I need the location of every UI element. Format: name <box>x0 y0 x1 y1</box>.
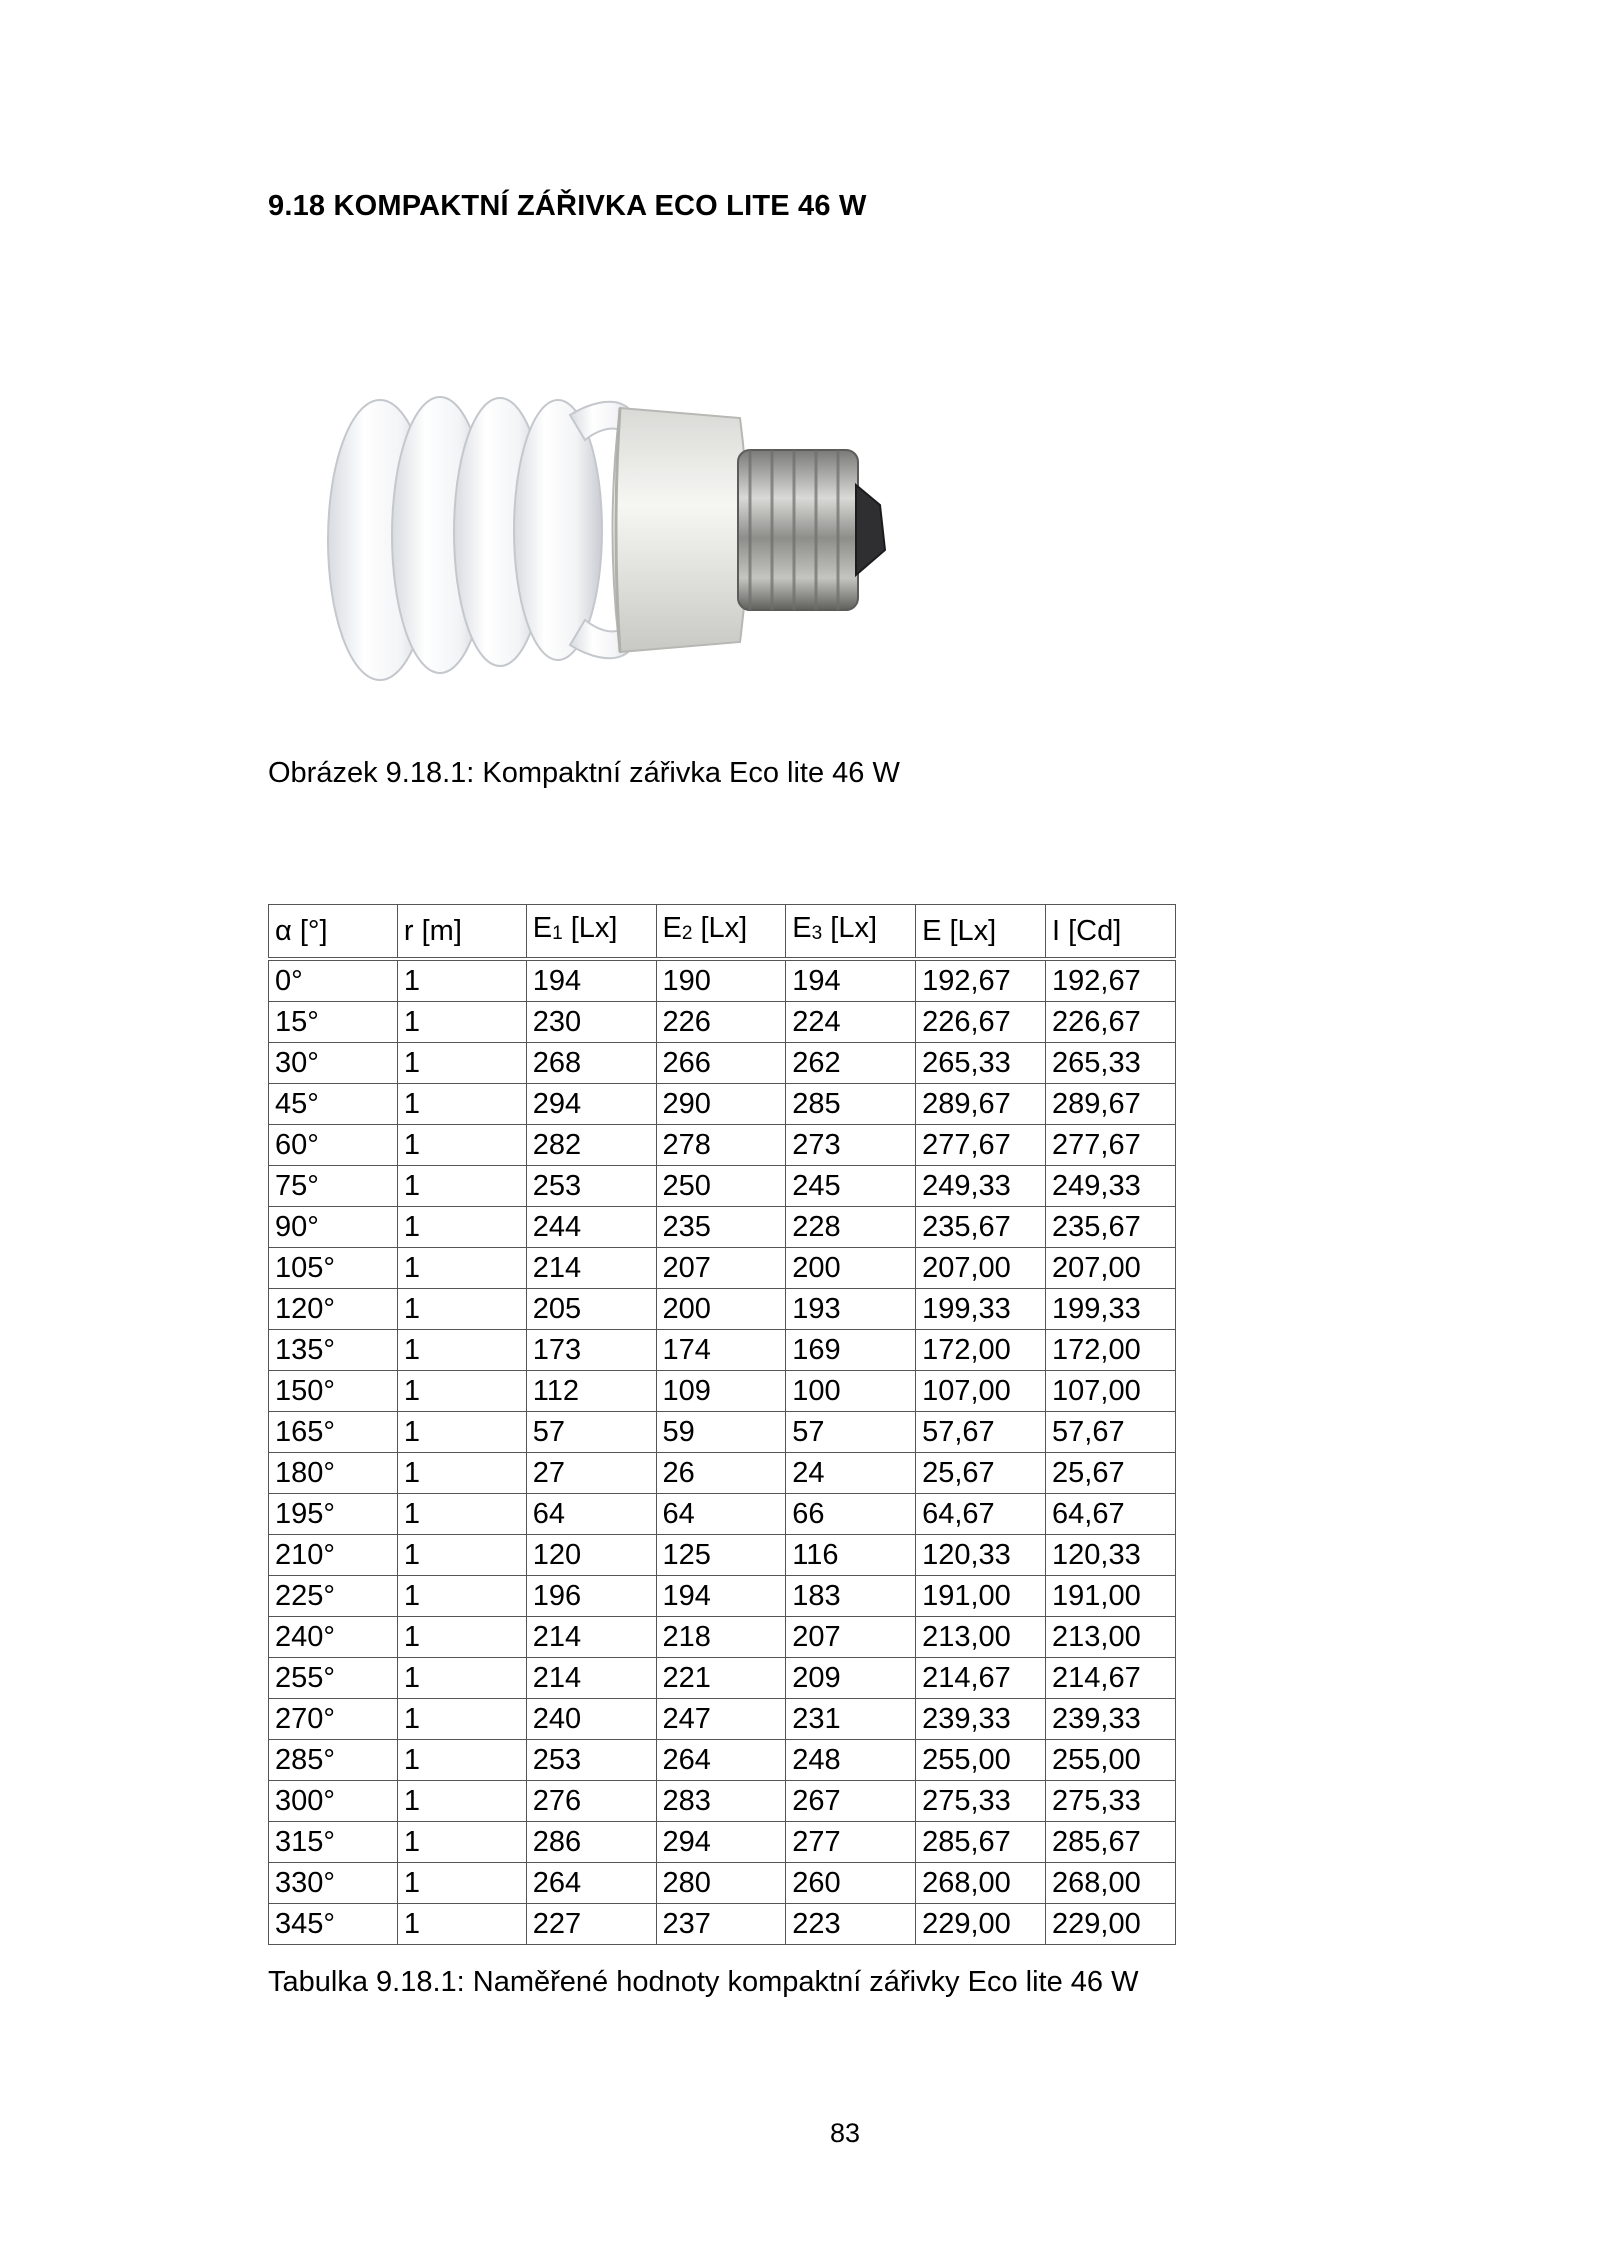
table-cell: 1 <box>397 1084 526 1125</box>
table-row <box>269 1043 1176 1084</box>
table-cell: 227 <box>526 1904 656 1945</box>
table-header-row <box>269 905 1176 960</box>
table-cell: 64 <box>526 1494 656 1535</box>
table-cell: 280 <box>656 1863 786 1904</box>
table-row <box>269 1822 1176 1863</box>
table-cell: 255,00 <box>1046 1740 1176 1781</box>
table-cell: 275,33 <box>916 1781 1046 1822</box>
table-cell: 1 <box>397 1043 526 1084</box>
table-cell: 75° <box>269 1166 398 1207</box>
table-cell: 25,67 <box>1046 1453 1176 1494</box>
table-cell: 57,67 <box>1046 1412 1176 1453</box>
table-cell: 1 <box>397 1576 526 1617</box>
table-cell: 192,67 <box>916 959 1046 1002</box>
table-row <box>269 1494 1176 1535</box>
table-cell: 235,67 <box>916 1207 1046 1248</box>
table-row <box>269 1658 1176 1699</box>
section-heading: 9.18 KOMPAKTNÍ ZÁŘIVKA ECO LITE 46 W <box>268 190 867 222</box>
table-cell: 1 <box>397 1863 526 1904</box>
table-cell: 247 <box>656 1699 786 1740</box>
table-cell: 289,67 <box>916 1084 1046 1125</box>
table-cell: 180° <box>269 1453 398 1494</box>
table-cell: 191,00 <box>1046 1576 1176 1617</box>
table-cell: 193 <box>786 1289 916 1330</box>
table-cell: 100 <box>786 1371 916 1412</box>
table-cell: 244 <box>526 1207 656 1248</box>
measurement-table <box>268 904 1176 1945</box>
table-cell: 191,00 <box>916 1576 1046 1617</box>
table-cell: 26 <box>656 1453 786 1494</box>
table-cell: 57 <box>526 1412 656 1453</box>
table-cell: 116 <box>786 1535 916 1576</box>
table-cell: 213,00 <box>916 1617 1046 1658</box>
table-cell: 199,33 <box>916 1289 1046 1330</box>
table-cell: 196 <box>526 1576 656 1617</box>
table-cell: 253 <box>526 1740 656 1781</box>
table-cell: 60° <box>269 1125 398 1166</box>
table-cell: 245 <box>786 1166 916 1207</box>
table-cell: 120,33 <box>1046 1535 1176 1576</box>
table-cell: 64 <box>656 1494 786 1535</box>
table-cell: 225° <box>269 1576 398 1617</box>
table-cell: 15° <box>269 1002 398 1043</box>
table-cell: 268 <box>526 1043 656 1084</box>
table-cell: 1 <box>397 1658 526 1699</box>
table-cell: 249,33 <box>1046 1166 1176 1207</box>
table-cell: 183 <box>786 1576 916 1617</box>
table-cell: 283 <box>656 1781 786 1822</box>
table-cell: 260 <box>786 1863 916 1904</box>
table-cell: 255,00 <box>916 1740 1046 1781</box>
table-cell: 240° <box>269 1617 398 1658</box>
table-cell: 1 <box>397 1371 526 1412</box>
table-cell: 294 <box>656 1822 786 1863</box>
table-cell: 105° <box>269 1248 398 1289</box>
table-cell: 1 <box>397 1740 526 1781</box>
table-cell: 109 <box>656 1371 786 1412</box>
table-row <box>269 1125 1176 1166</box>
table-cell: 1 <box>397 1453 526 1494</box>
bulb-base <box>613 408 748 652</box>
table-cell: 230 <box>526 1002 656 1043</box>
table-cell: 200 <box>656 1289 786 1330</box>
figure-caption: Obrázek 9.18.1: Kompaktní zářivka Eco lite 46 W <box>268 757 900 789</box>
table-cell: 270° <box>269 1699 398 1740</box>
table-row <box>269 1781 1176 1822</box>
table-cell: 207 <box>786 1617 916 1658</box>
table-cell: 66 <box>786 1494 916 1535</box>
header-e1: $E_1$ [Lx] <box>526 905 656 960</box>
table-cell: 239,33 <box>1046 1699 1176 1740</box>
table-cell: 207,00 <box>916 1248 1046 1289</box>
table-cell: 213,00 <box>1046 1617 1176 1658</box>
table-cell: 214,67 <box>916 1658 1046 1699</box>
table-cell: 209 <box>786 1658 916 1699</box>
table-cell: 277,67 <box>1046 1125 1176 1166</box>
table-cell: 264 <box>656 1740 786 1781</box>
screw-socket <box>738 450 885 610</box>
table-cell: 1 <box>397 1617 526 1658</box>
table-cell: 218 <box>656 1617 786 1658</box>
table-cell: 214 <box>526 1617 656 1658</box>
table-cell: 275,33 <box>1046 1781 1176 1822</box>
table-cell: 107,00 <box>1046 1371 1176 1412</box>
table-cell: 253 <box>526 1166 656 1207</box>
table-cell: 265,33 <box>916 1043 1046 1084</box>
table-cell: 90° <box>269 1207 398 1248</box>
table-cell: 173 <box>526 1330 656 1371</box>
table-cell: 1 <box>397 1248 526 1289</box>
table-cell: 120,33 <box>916 1535 1046 1576</box>
table-cell: 226,67 <box>1046 1002 1176 1043</box>
table-cell: 277 <box>786 1822 916 1863</box>
table-cell: 1 <box>397 1289 526 1330</box>
table-cell: 214 <box>526 1658 656 1699</box>
table-cell: 229,00 <box>916 1904 1046 1945</box>
table-cell: 268,00 <box>916 1863 1046 1904</box>
bulb-photo <box>320 370 1080 710</box>
table-cell: 285,67 <box>916 1822 1046 1863</box>
spiral-tube <box>328 397 650 680</box>
table-cell: 300° <box>269 1781 398 1822</box>
table-cell: 1 <box>397 1822 526 1863</box>
table-cell: 223 <box>786 1904 916 1945</box>
table-cell: 107,00 <box>916 1371 1046 1412</box>
table-cell: 24 <box>786 1453 916 1494</box>
table-cell: 267 <box>786 1781 916 1822</box>
table-row <box>269 1453 1176 1494</box>
table-row <box>269 1002 1176 1043</box>
table-row <box>269 1412 1176 1453</box>
table-cell: 1 <box>397 1494 526 1535</box>
table-cell: 231 <box>786 1699 916 1740</box>
table-cell: 194 <box>656 1576 786 1617</box>
table-row <box>269 1863 1176 1904</box>
table-caption: Tabulka 9.18.1: Naměřené hodnoty kompaktní zářivky Eco lite 46 W <box>268 1966 1139 1998</box>
table-cell: 172,00 <box>1046 1330 1176 1371</box>
table-cell: 150° <box>269 1371 398 1412</box>
table-row <box>269 1699 1176 1740</box>
table-row <box>269 959 1176 1002</box>
table-cell: 120° <box>269 1289 398 1330</box>
page-number: 83 <box>829 2118 861 2148</box>
table-cell: 1 <box>397 959 526 1002</box>
table-cell: 57,67 <box>916 1412 1046 1453</box>
table-row <box>269 1207 1176 1248</box>
table-row <box>269 1084 1176 1125</box>
table-cell: 235 <box>656 1207 786 1248</box>
table-cell: 195° <box>269 1494 398 1535</box>
table-row <box>269 1166 1176 1207</box>
table-cell: 59 <box>656 1412 786 1453</box>
table-cell: 169 <box>786 1330 916 1371</box>
table-cell: 25,67 <box>916 1453 1046 1494</box>
table-cell: 64,67 <box>1046 1494 1176 1535</box>
table-row <box>269 1371 1176 1412</box>
table-row <box>269 1248 1176 1289</box>
table-cell: 165° <box>269 1412 398 1453</box>
table-cell: 226 <box>656 1002 786 1043</box>
table-cell: 290 <box>656 1084 786 1125</box>
table-cell: 264 <box>526 1863 656 1904</box>
table-cell: 64,67 <box>916 1494 1046 1535</box>
table-cell: 0° <box>269 959 398 1002</box>
table-body <box>269 959 1176 1945</box>
table-cell: 289,67 <box>1046 1084 1176 1125</box>
table-cell: 30° <box>269 1043 398 1084</box>
table-cell: 250 <box>656 1166 786 1207</box>
table-cell: 174 <box>656 1330 786 1371</box>
table-cell: 265,33 <box>1046 1043 1176 1084</box>
table-cell: 210° <box>269 1535 398 1576</box>
table-cell: 207,00 <box>1046 1248 1176 1289</box>
table-cell: 285 <box>786 1084 916 1125</box>
table-cell: 1 <box>397 1207 526 1248</box>
header-alpha: α [°] <box>269 905 398 960</box>
table-cell: 125 <box>656 1535 786 1576</box>
table-cell: 27 <box>526 1453 656 1494</box>
table-cell: 221 <box>656 1658 786 1699</box>
table-cell: 45° <box>269 1084 398 1125</box>
table-cell: 192,67 <box>1046 959 1176 1002</box>
table-cell: 235,67 <box>1046 1207 1176 1248</box>
table-cell: 1 <box>397 1002 526 1043</box>
table-cell: 205 <box>526 1289 656 1330</box>
table-cell: 226,67 <box>916 1002 1046 1043</box>
table-cell: 228 <box>786 1207 916 1248</box>
header-r: r [m] <box>397 905 526 960</box>
table-cell: 237 <box>656 1904 786 1945</box>
table-cell: 268,00 <box>1046 1863 1176 1904</box>
table-cell: 1 <box>397 1781 526 1822</box>
table-cell: 1 <box>397 1125 526 1166</box>
table-cell: 135° <box>269 1330 398 1371</box>
table-cell: 200 <box>786 1248 916 1289</box>
header-i: I [Cd] <box>1046 905 1176 960</box>
table-cell: 1 <box>397 1699 526 1740</box>
table-row <box>269 1330 1176 1371</box>
table-cell: 266 <box>656 1043 786 1084</box>
table-cell: 1 <box>397 1330 526 1371</box>
table-cell: 207 <box>656 1248 786 1289</box>
table-cell: 273 <box>786 1125 916 1166</box>
table-cell: 224 <box>786 1002 916 1043</box>
table-cell: 330° <box>269 1863 398 1904</box>
table-cell: 1 <box>397 1535 526 1576</box>
table-cell: 172,00 <box>916 1330 1046 1371</box>
table-row <box>269 1904 1176 1945</box>
table-cell: 239,33 <box>916 1699 1046 1740</box>
table-cell: 190 <box>656 959 786 1002</box>
table-row <box>269 1535 1176 1576</box>
table-cell: 294 <box>526 1084 656 1125</box>
table-cell: 282 <box>526 1125 656 1166</box>
table-row <box>269 1576 1176 1617</box>
table-cell: 285° <box>269 1740 398 1781</box>
table-cell: 315° <box>269 1822 398 1863</box>
table-cell: 277,67 <box>916 1125 1046 1166</box>
table-cell: 199,33 <box>1046 1289 1176 1330</box>
table-cell: 248 <box>786 1740 916 1781</box>
table-cell: 278 <box>656 1125 786 1166</box>
header-e2: $E_2$ [Lx] <box>656 905 786 960</box>
table-cell: 1 <box>397 1166 526 1207</box>
table-cell: 194 <box>526 959 656 1002</box>
table-cell: 1 <box>397 1412 526 1453</box>
table-cell: 240 <box>526 1699 656 1740</box>
table-row <box>269 1289 1176 1330</box>
table-cell: 262 <box>786 1043 916 1084</box>
table-cell: 1 <box>397 1904 526 1945</box>
table-cell: 276 <box>526 1781 656 1822</box>
header-e3: $E_3$ [Lx] <box>786 905 916 960</box>
table-cell: 345° <box>269 1904 398 1945</box>
header-e: E [Lx] <box>916 905 1046 960</box>
table-row <box>269 1740 1176 1781</box>
table-cell: 57 <box>786 1412 916 1453</box>
table-cell: 214,67 <box>1046 1658 1176 1699</box>
table-cell: 249,33 <box>916 1166 1046 1207</box>
table-cell: 285,67 <box>1046 1822 1176 1863</box>
table-cell: 214 <box>526 1248 656 1289</box>
table-cell: 255° <box>269 1658 398 1699</box>
table-cell: 286 <box>526 1822 656 1863</box>
table-cell: 194 <box>786 959 916 1002</box>
table-cell: 120 <box>526 1535 656 1576</box>
table-cell: 229,00 <box>1046 1904 1176 1945</box>
table-cell: 112 <box>526 1371 656 1412</box>
table-row <box>269 1617 1176 1658</box>
